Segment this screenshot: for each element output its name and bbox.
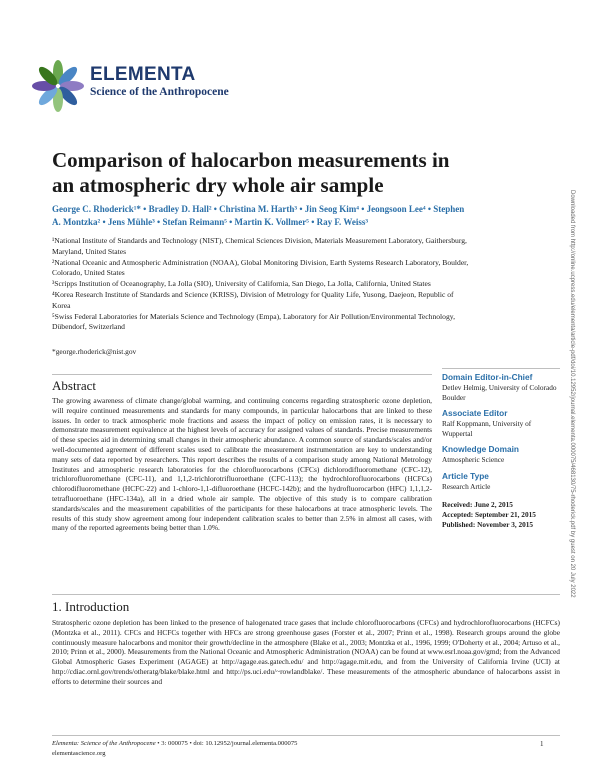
- knowledge-domain-value: Atmospheric Science: [442, 455, 505, 464]
- associate-editor-heading: Associate Editor: [442, 408, 508, 418]
- journal-name: Elementa: Science of the Anthropocene: [52, 740, 156, 747]
- abstract-body: The growing awareness of climate change/global warming, and continuing concerns regarding stratospheric ozone depletion, will require continued measurements and standards for many compounds, in particular halocarbons that are linked to these issues. In order to track atmospheric mole fractions and assess the impact of policy on emission rates, it is necessary to demonstrate measurement equivalence at the highest levels of accuracy for assigned values of standards. Precise measurements of these species aid in determining small changes in their atmospheric abundance. A common source of standards/scales and/or well-documented agreement of different scales used to calibrate the measurement instrumentation are key to understanding many sets of data reported by researchers. This report describes the results of a comparison study among National Metrology Institutes and atmospheric research laboratories for the chlorofluorocarbons (CFCs) dichlorodifluoromethane (CFC-12), trichlorofluoromethane (CFC-11), and 1,1,2-trichlorotrifluoroethane (CFC-113); the hydrochlorofluorocarbons (HCFCs) chlorodifluoromethane (HCFC-22) and 1-chloro-1,1-difluoroethane (HCFC-142b); and the hydrofluorocarbon (HFC) 1,1,1,2-tetrafluoroethane (HFC-134a), all in a dried whole air sample. The objective of this study is to compare calibration standards/scales and the measurement capabilities of the participants for these halocarbons at trace atmospheric levels. The results of this study show agreement among four independent calibration scales to better than 2.5% in almost all cases, with many of the reported agreements being better than 1.0%.: [52, 396, 432, 533]
- affiliation: ³Scripps Institution of Oceanography, La Jolla (SIO), University of California, San Diego, La Jolla, California, United States: [52, 279, 431, 289]
- article-type-value: Research Article: [442, 482, 491, 491]
- affiliation: ⁴Korea Research Institute of Standards and Science (KRISS), Division of Metrology for Quality Life, Yusong, Daejeon, Republic of Korea: [52, 289, 454, 310]
- affiliation: ⁵Swiss Federal Laboratories for Materials Science and Technology (Empa), Laboratory for Air Pollution/Environmental Technology, Dübendorf, Switzerland: [52, 311, 455, 332]
- editor-value: Detlev Helmig, University of Colorado Boulder: [442, 383, 557, 402]
- affiliations: [52, 236, 472, 333]
- abstract-heading: Abstract: [52, 378, 97, 393]
- affiliation: ²National Oceanic and Atmospheric Administration (NOAA), Global Monitoring Division, Earth Systems Research Laboratory, Boulder, Colorado, United States: [52, 257, 469, 278]
- footer-divider: [52, 735, 560, 736]
- knowledge-domain-heading: Knowledge Domain: [442, 444, 519, 454]
- associate-editor-value: Ralf Koppmann, University of Wuppertal: [442, 419, 532, 438]
- introduction-body: Stratospheric ozone depletion has been linked to the presence of halogenated trace gases that include chlorofluorocarbons (CFCs) and hydrochlorofluorocarbons (HCFCs) (Montzka et al., 2011). CFCs and HCFCs together with HFCs are strong greenhouse gases (Forster et al., 2007; Prinn et al., 1998). Research groups around the globe continuously measure halocarbons and monitor their growth/decline in the atmosphere (Blake et al., 2003; Montzka et al., 1996, 1999; O'Doherty et al., 2004; Artuso et al., 2010; Prinn et al., 2000). Measurements from the National Oceanic and Atmospheric Administration (NOAA) can be found at www.esrl.noaa.gov/gmd; from the Advanced Global Atmospheric Gases Experiment (AGAGE) at http://agage.eas.gatech.edu/ and http://agage.mit.edu, and from the University of California Irvine (UCI) at http://cdiac.ornl.gov/trends/otheratg/blake/blake.html and http://ps.uci.edu/~rowlandblake/. These measurements of the atmospheric abundance of halocarbons assist in efforts to determine their sources and: [52, 618, 560, 686]
- editor-heading: Domain Editor-in-Chief: [442, 372, 533, 382]
- corresponding-email[interactable]: *george.rhoderick@nist.gov: [52, 347, 137, 356]
- divider: [442, 368, 560, 369]
- received-date: Received: June 2, 2015: [442, 500, 513, 509]
- introduction-heading: 1. Introduction: [52, 599, 130, 614]
- divider: [52, 594, 560, 595]
- download-note: Downloaded from http://online.ucpress.edu/elementa/article-pdf/doi/10.12952/journal.elementa.000075/468130/75-rhoderick.pdf by guest on 20 July 2022: [569, 190, 575, 598]
- author-list[interactable]: George C. Rhoderick¹* • Bradley D. Hall² • Christina M. Harth³ • Jin Seog Kim⁴ • Jeongsoon Lee⁴ • Stephen A. Montzka² • Jens Mühle³ • Stefan Reimann⁵ • Martin K. Vollmer⁵ • Ray F. Weiss³: [52, 204, 465, 227]
- divider: [52, 374, 432, 375]
- footer-citation: [52, 740, 297, 747]
- citation-doi[interactable]: • 3: 000075 • doi: 10.12952/journal.elementa.000075: [157, 740, 298, 747]
- published-date: Published: November 3, 2015: [442, 520, 534, 529]
- brand-subtitle: Science of the Anthropocene: [90, 86, 229, 98]
- elementa-logo-icon: [28, 56, 88, 116]
- article-title: Comparison of halocarbon measurements in an atmospheric dry whole air sample: [52, 148, 450, 197]
- affiliation: ¹National Institute of Standards and Technology (NIST), Chemical Sciences Division, Materials Measurement Laboratory, Gaithersburg, Maryland, United States: [52, 236, 467, 256]
- journal-website[interactable]: elementascience.org: [52, 750, 106, 757]
- article-type-heading: Article Type: [442, 471, 489, 481]
- page-number: 1: [540, 740, 544, 748]
- accepted-date: Accepted: September 21, 2015: [442, 510, 536, 519]
- brand-name: ELEMENTA: [90, 64, 196, 85]
